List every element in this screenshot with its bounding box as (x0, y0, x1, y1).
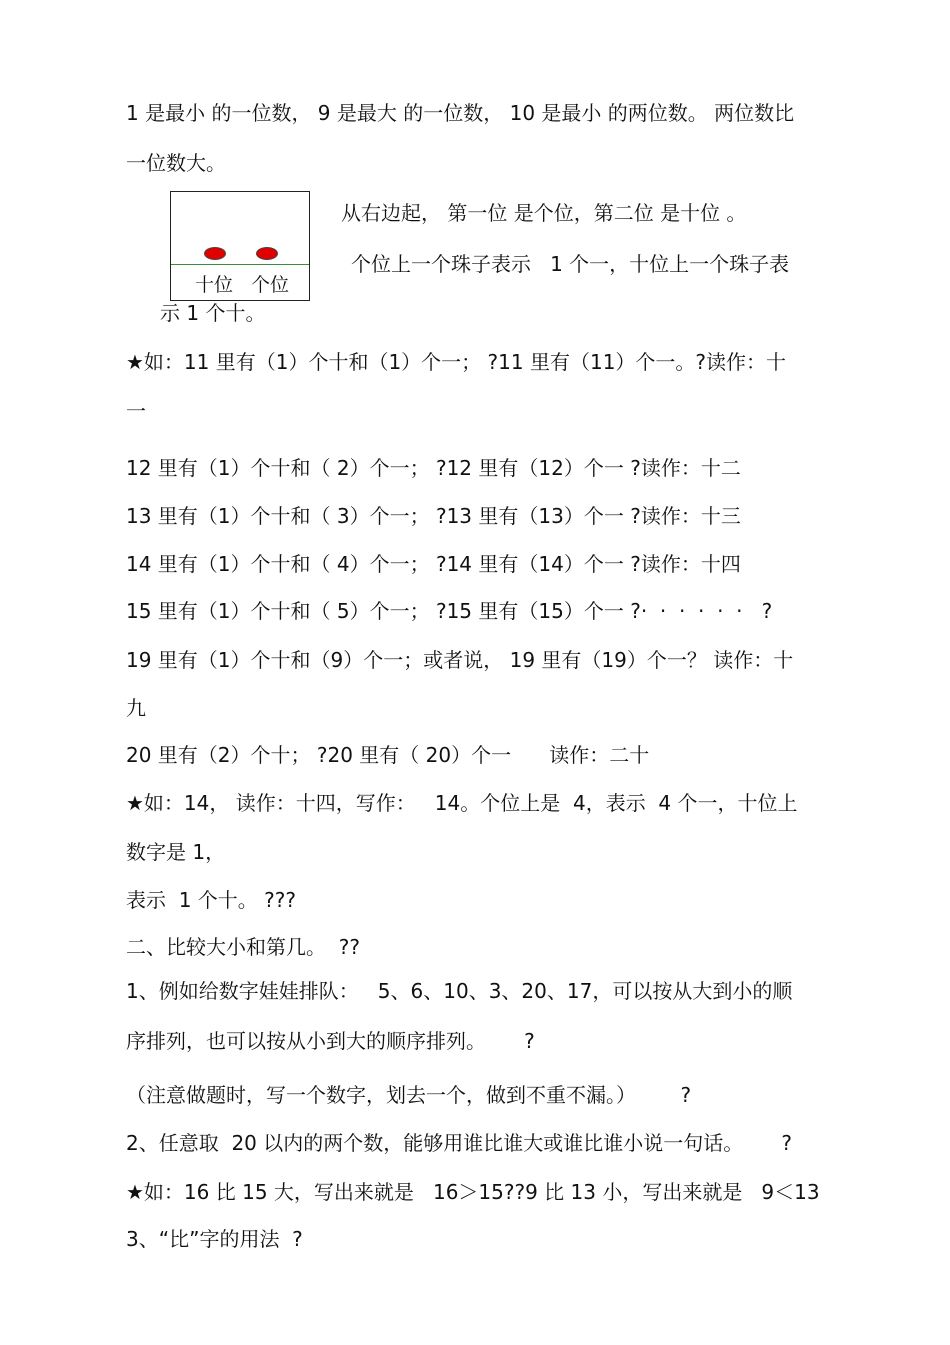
abacus-base-line (171, 264, 309, 265)
text-line: 15 里有（1）个十和（ 5）个一； ?15 里有（15）个一 ?· · · · · · ? (126, 599, 773, 623)
text-line: 个位上一个珠子表示 1 个一，十位上一个珠子表 (351, 252, 790, 276)
text-line: 九 (126, 696, 146, 720)
ones-bead (256, 247, 278, 260)
ones-place-label: 个位 (251, 274, 290, 296)
text-line: ★如：14， 读作：十四，写作： 14。个位上是 4，表示 4 个一，十位上 (126, 791, 798, 815)
tens-bead (204, 247, 226, 260)
text-line: 13 里有（1）个十和（ 3）个一； ?13 里有（13）个一 ?读作：十三 (126, 504, 741, 528)
text-line: 一位数大。 (126, 151, 226, 175)
text-line: 从右边起， 第一位 是个位，第二位 是十位 。 (341, 201, 747, 225)
text-line: 序排列，也可以按从小到大的顺序排列。 ? (126, 1029, 535, 1053)
text-line: 数字是 1， (126, 840, 226, 864)
text-line: 14 里有（1）个十和（ 4）个一； ?14 里有（14）个一 ?读作：十四 (126, 552, 741, 576)
text-line: 表示 1 个十。 ??? (126, 888, 296, 912)
text-line: 19 里有（1）个十和（9）个一；或者说， 19 里有（19）个一？ 读作：十 (126, 648, 794, 672)
abacus-diagram (170, 191, 310, 301)
text-line: 2、任意取 20 以内的两个数，能够用谁比谁大或谁比谁小说一句话。 ? (126, 1131, 793, 1155)
text-line: 1、例如给数字娃娃排队： 5、6、10、3、20、17，可以按从大到小的顺 (126, 979, 793, 1003)
text-line: ★如：11 里有（1）个十和（1）个一； ?11 里有（11）个一。?读作：十 (126, 350, 787, 374)
text-line: 示 1 个十。 (160, 301, 266, 325)
tens-place-label: 十位 (195, 274, 234, 296)
section-heading: 二、比较大小和第几。 ?? (126, 935, 360, 959)
text-line: ★如：16 比 15 大，写出来就是 16＞15??9 比 13 小，写出来就是 9＜13 (126, 1180, 820, 1204)
text-line: 一 (126, 399, 146, 423)
text-line: （注意做题时，写一个数字，划去一个，做到不重不漏。） ? (126, 1083, 692, 1107)
text-line: 12 里有（1）个十和（ 2）个一； ?12 里有（12）个一 ?读作：十二 (126, 456, 741, 480)
text-line: 20 里有（2）个十； ?20 里有（ 20）个一 读作：二十 (126, 743, 650, 767)
text-line: 1 是最小 的一位数， 9 是最大 的一位数， 10 是最小 的两位数。 两位数比 (126, 101, 795, 125)
text-line: 3、“比”字的用法 ? (126, 1227, 303, 1251)
